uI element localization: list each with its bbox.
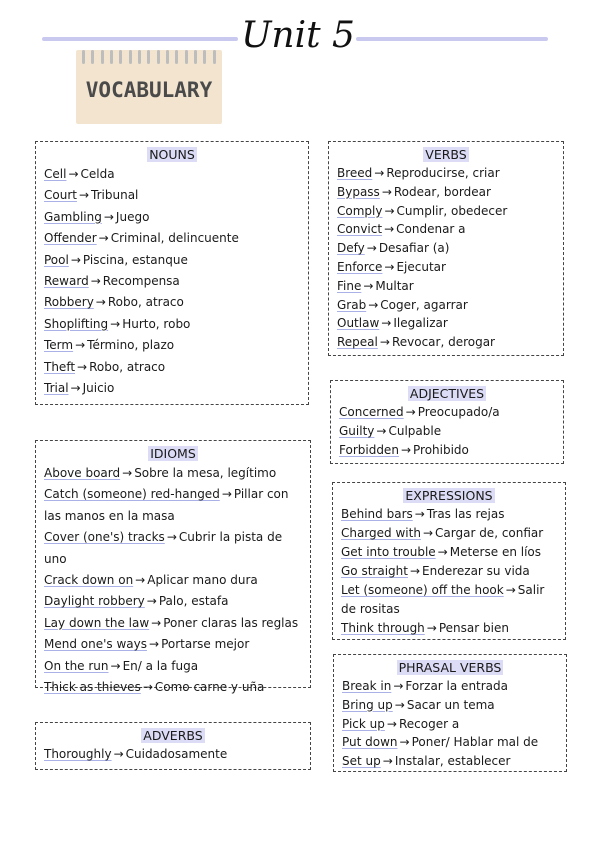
vocab-entry [341, 543, 557, 562]
arrow-right-icon: → [221, 487, 232, 502]
section-phrasal-verbs [333, 654, 567, 772]
vocab-entry [44, 613, 302, 634]
vocab-term: Thick as thieves [44, 680, 141, 695]
vocab-translation: Preocupado/a [417, 405, 500, 419]
section-title: IDIOMS [150, 446, 196, 461]
vocab-term: Defy [337, 241, 365, 256]
arrow-right-icon: → [68, 167, 79, 181]
vocab-translation: Hurto, robo [122, 316, 191, 331]
notepad-spiral [82, 50, 216, 62]
vocab-translation: Enderezar su vida [422, 564, 530, 578]
vocab-translation: Meterse en líos [449, 545, 542, 559]
vocab-entry [339, 403, 555, 422]
entry-list [44, 164, 300, 399]
vocab-entry [44, 335, 300, 356]
vocab-term: Bring up [342, 697, 393, 712]
vocab-entry [341, 581, 557, 619]
arrow-right-icon: → [384, 222, 395, 237]
vocab-translation: Revocar, derogar [391, 335, 495, 350]
arrow-right-icon: → [384, 259, 395, 274]
vocab-entry [341, 562, 557, 581]
vocab-entry [44, 677, 302, 698]
arrow-right-icon: → [151, 615, 162, 630]
vocab-term: Grab [337, 297, 367, 312]
arrow-right-icon: → [399, 735, 410, 750]
arrow-right-icon: → [98, 231, 109, 246]
vocab-entry [44, 228, 300, 249]
arrow-right-icon: → [422, 526, 434, 540]
arrow-right-icon: → [110, 658, 121, 673]
section-idioms [35, 440, 311, 695]
vocab-translation: Cumplir, obedecer [396, 203, 508, 218]
vocab-term: Above board [44, 466, 121, 480]
vocab-translation: Pensar bien [438, 621, 509, 635]
arrow-right-icon: → [405, 405, 416, 419]
vocab-translation: Tras las rejas [426, 507, 505, 521]
arrow-right-icon: → [379, 335, 390, 350]
vocab-term: Daylight robbery [44, 594, 145, 609]
arrow-right-icon: → [381, 184, 392, 199]
vocab-term: Let (someone) off the hook [341, 583, 504, 597]
title-rule-left [42, 37, 238, 41]
section-title: NOUNS [149, 147, 195, 162]
vocab-translation: Ilegalizar [393, 316, 448, 331]
vocab-entry [337, 220, 555, 239]
vocab-entry [44, 250, 300, 271]
vocab-translation: Robo, atraco [107, 295, 184, 310]
vocab-entry [337, 164, 555, 183]
vocab-translation: Poner claras las reglas [163, 615, 299, 630]
vocab-entry [44, 164, 300, 185]
arrow-right-icon: → [368, 297, 379, 312]
vocab-translation: Juicio [82, 381, 115, 396]
vocab-term: Crack down on [44, 573, 134, 588]
vocab-translation: Término, plazo [87, 338, 175, 353]
vocab-translation: Robo, atraco [89, 359, 166, 374]
entry-list [339, 403, 555, 460]
arrow-right-icon: → [366, 241, 377, 256]
vocab-entry [44, 745, 302, 764]
vocab-term: Forbidden [339, 443, 399, 457]
arrow-right-icon: → [393, 679, 404, 693]
vocab-term: Concerned [339, 405, 404, 419]
section-title: ADVERBS [143, 728, 203, 743]
section-adverbs [35, 722, 311, 770]
vocab-translation: Recoger a [398, 716, 460, 731]
vocab-translation: Portarse mejor [161, 637, 250, 652]
arrow-right-icon: → [142, 680, 153, 695]
vocab-term: Get into trouble [341, 545, 436, 559]
vocab-term: Fine [337, 278, 362, 293]
arrow-right-icon: → [75, 338, 86, 353]
page-title: Unit 5 [241, 15, 355, 56]
vocab-term: Reward [44, 274, 89, 289]
vocab-term: Theft [44, 359, 76, 374]
vocab-term: Break in [342, 679, 392, 693]
vocab-translation: Recompensa [102, 274, 180, 289]
arrow-right-icon: → [409, 564, 421, 578]
vocab-translation: Prohibido [413, 443, 469, 457]
arrow-right-icon: → [426, 621, 437, 635]
arrow-right-icon: → [70, 252, 81, 267]
arrow-right-icon: → [374, 166, 385, 180]
vocab-translation: Reproducirse, criar [386, 166, 500, 180]
vocab-translation: Ejecutar [396, 259, 446, 274]
vocab-entry [337, 296, 555, 315]
arrow-right-icon: → [103, 209, 114, 224]
vocab-entry [44, 314, 300, 335]
section-nouns [35, 141, 309, 405]
vocab-entry [337, 239, 555, 258]
entry-list [44, 745, 302, 764]
arrow-right-icon: → [381, 316, 392, 331]
vocab-term: Go straight [341, 564, 408, 578]
vocab-translation: En/ a la fuga [122, 658, 199, 673]
vocab-translation: Criminal, delincuente [110, 231, 239, 246]
vocab-term: Mend one's ways [44, 637, 147, 652]
arrow-right-icon: → [122, 466, 133, 480]
arrow-right-icon: → [95, 295, 106, 310]
vocab-term: Guilty [339, 424, 375, 438]
vocab-translation: Salir de rositas [341, 583, 545, 616]
vocab-term: Outlaw [337, 316, 380, 331]
vocab-entry [337, 258, 555, 277]
vocab-term: Convict [337, 222, 383, 237]
vocab-translation: Forzar la entrada [405, 679, 509, 693]
arrow-right-icon: → [166, 530, 177, 545]
vocab-term: Term [44, 338, 74, 353]
vocab-term: Cell [44, 167, 67, 181]
vocab-term: Cover (one's) tracks [44, 530, 165, 545]
arrow-right-icon: → [78, 188, 90, 203]
vocab-entry [337, 314, 555, 333]
vocab-term: Thoroughly [44, 747, 112, 761]
vocab-entry [342, 696, 558, 715]
vocab-translation: Coger, agarrar [380, 297, 468, 312]
vocab-entry [342, 733, 558, 752]
vocab-entry [44, 634, 302, 655]
arrow-right-icon: → [382, 754, 393, 769]
vocab-term: Court [44, 188, 77, 203]
title-rule-right [356, 37, 548, 41]
vocab-entry [337, 183, 555, 202]
vocab-term: Pool [44, 252, 69, 267]
vocab-term: Shoplifting [44, 316, 109, 331]
vocab-translation: Cargar de, confiar [435, 526, 544, 540]
vocab-term: Set up [342, 754, 381, 769]
arrow-right-icon: → [70, 381, 81, 396]
vocab-entry [337, 202, 555, 221]
arrow-right-icon: → [384, 203, 395, 218]
vocab-term: Charged with [341, 526, 421, 540]
vocab-entry [44, 207, 300, 228]
entry-list [337, 164, 555, 352]
arrow-right-icon: → [394, 697, 405, 712]
vocab-translation: Cubrir la pista de uno [44, 530, 283, 566]
vocabulary-badge-label: VOCABULARY [85, 78, 213, 102]
arrow-right-icon: → [90, 274, 101, 289]
entry-list [341, 505, 557, 638]
vocab-entry [341, 505, 557, 524]
vocab-translation: Multar [375, 278, 414, 293]
arrow-right-icon: → [113, 747, 124, 761]
vocab-term: Comply [337, 203, 383, 218]
vocab-translation: Condenar a [396, 222, 466, 237]
vocab-entry [44, 591, 302, 612]
arrow-right-icon: → [437, 545, 448, 559]
vocab-translation: Sacar un tema [406, 697, 495, 712]
vocab-entry [339, 422, 555, 441]
arrow-right-icon: → [77, 359, 88, 374]
vocab-entry [44, 271, 300, 292]
vocab-entry [44, 463, 302, 484]
arrow-right-icon: → [414, 507, 425, 521]
vocab-term: On the run [44, 658, 109, 673]
vocab-entry [44, 185, 300, 206]
section-title: PHRASAL VERBS [398, 660, 502, 675]
vocab-term: Trial [44, 381, 69, 396]
vocab-term: Catch (someone) red-hanged [44, 487, 220, 502]
vocab-entry [44, 656, 302, 677]
vocab-term: Think through [341, 621, 425, 635]
vocab-entry [44, 357, 300, 378]
section-adjectives [330, 380, 564, 464]
vocab-translation: Aplicar mano dura [147, 573, 258, 588]
section-title: EXPRESSIONS [405, 488, 493, 503]
vocab-entry [339, 441, 555, 460]
arrow-right-icon: → [146, 594, 157, 609]
arrow-right-icon: → [386, 716, 397, 731]
vocab-term: Robbery [44, 295, 94, 310]
vocab-entry [342, 677, 558, 696]
vocab-term: Gambling [44, 209, 102, 224]
vocab-translation: Como carne y uña [154, 680, 265, 695]
vocab-entry [341, 619, 557, 638]
entry-list [44, 463, 302, 698]
vocab-entry [44, 527, 302, 570]
vocab-entry [44, 484, 302, 527]
vocab-entry [337, 277, 555, 296]
section-expressions [332, 482, 566, 640]
vocab-translation: Instalar, establecer [394, 754, 511, 769]
vocab-entry [342, 715, 558, 734]
entry-list [342, 677, 558, 771]
vocab-term: Put down [342, 735, 398, 750]
vocab-entry [44, 378, 300, 399]
vocab-translation: Piscina, estanque [82, 252, 188, 267]
vocab-entry [341, 524, 557, 543]
vocab-term: Bypass [337, 184, 380, 199]
vocab-term: Enforce [337, 259, 383, 274]
vocab-entry [337, 333, 555, 352]
vocab-translation: Pillar con las manos en la masa [44, 487, 289, 523]
arrow-right-icon: → [400, 443, 411, 457]
vocab-entry [44, 292, 300, 313]
arrow-right-icon: → [149, 637, 160, 652]
vocab-translation: Cuidadosamente [125, 747, 228, 761]
arrow-right-icon: → [110, 316, 121, 331]
arrow-right-icon: → [135, 573, 146, 588]
vocab-translation: Palo, estafa [158, 594, 229, 609]
vocabulary-badge [76, 50, 222, 124]
vocab-translation: Rodear, bordear [393, 184, 491, 199]
vocab-translation: Poner/ Hablar mal de [411, 735, 539, 750]
arrow-right-icon: → [376, 424, 387, 438]
vocab-term: Repeal [337, 335, 378, 350]
vocab-term: Offender [44, 231, 97, 246]
vocab-term: Behind bars [341, 507, 413, 521]
arrow-right-icon: → [363, 278, 374, 293]
vocab-translation: Culpable [388, 424, 442, 438]
vocab-entry [342, 752, 558, 771]
vocab-term: Breed [337, 166, 373, 180]
vocab-translation: Sobre la mesa, legítimo [134, 466, 277, 480]
section-title: VERBS [425, 147, 467, 162]
section-verbs [328, 141, 564, 356]
vocab-translation: Juego [115, 209, 150, 224]
vocab-translation: Desafiar (a) [378, 241, 450, 256]
vocab-term: Pick up [342, 716, 385, 731]
vocab-entry [44, 570, 302, 591]
section-title: ADJECTIVES [409, 386, 485, 401]
arrow-right-icon: → [505, 583, 516, 597]
vocab-translation: Tribunal [91, 188, 139, 203]
vocab-term: Lay down the law [44, 615, 150, 630]
vocab-translation: Celda [80, 167, 115, 181]
